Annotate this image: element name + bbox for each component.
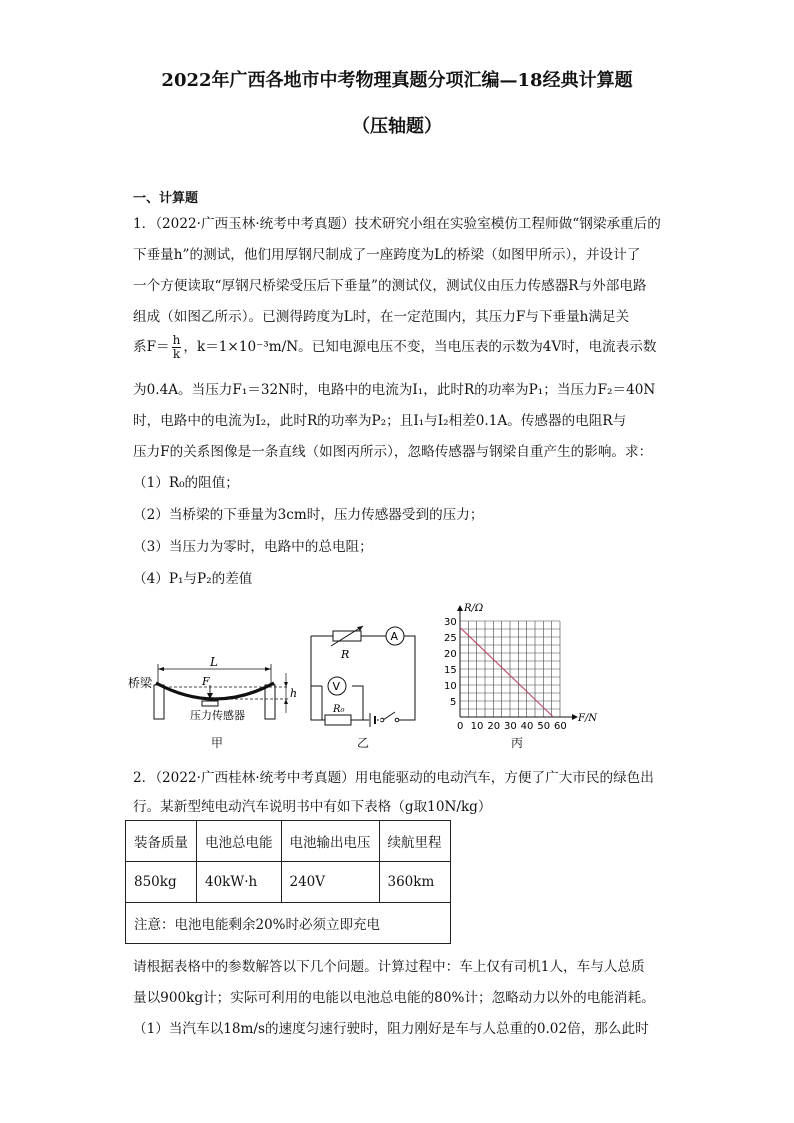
bridge-right-support [265, 685, 275, 719]
q1-line1: 1．（2022·广西玉林·统考中考真题）技术研究小组在实验室模仿工程师做“钢梁承重后的 [133, 216, 661, 232]
bridge-beam [156, 683, 274, 699]
x-tick-label: 30 [504, 721, 517, 732]
y-tick-label: 15 [444, 665, 457, 676]
q1-line8: 压力F的关系图像是一条直线（如图丙所示），忽略传感器与钢梁自重产生的影响。求： [133, 444, 653, 460]
bridge-label: 桥梁 [128, 676, 153, 690]
q1-line5 [133, 334, 656, 361]
table-header-row [126, 821, 451, 862]
table-cell: 40kW·h [197, 862, 282, 903]
q1-sub3: （3）当压力为零时，电路中的总电阻； [133, 539, 373, 555]
q2-line5: （1）当汽车以18m/s的速度匀速行驶时，阻力刚好是车与人总重的0.02倍，那么此时 [133, 1021, 649, 1037]
x-axis-label: F/N [578, 713, 598, 724]
figure-bing-caption: 丙 [511, 736, 524, 750]
figure-jia-bridge [128, 655, 303, 727]
section-heading: 一、计算题 [133, 191, 199, 206]
q2-line4: 量以900kg计；实际可利用的电能以电池总电能的80%计；忽略动力以外的电能消耗。 [133, 990, 655, 1006]
switch-blade [383, 712, 395, 720]
table-cell: 240V [281, 862, 379, 903]
y-tick-label: 20 [444, 649, 457, 660]
table-note-row [126, 903, 451, 944]
q2-line2: 行。某新型纯电动汽车说明书中有如下表格（g取10N/kg） [133, 799, 492, 815]
pressure-sensor [202, 701, 218, 706]
figure-yi-caption: 乙 [357, 736, 370, 750]
table-cell: 850kg [126, 862, 197, 903]
table-cell: 360km [379, 862, 450, 903]
circuit-wires [311, 636, 415, 720]
figure-jia-caption: 甲 [211, 736, 224, 750]
x-tick-label: 50 [537, 721, 551, 732]
fraction-numerator: h [172, 333, 181, 347]
bridge-left-support [154, 685, 164, 719]
x-tick-label: 0 [457, 721, 464, 732]
y-tick-label: 25 [444, 633, 457, 644]
table-header-cell: 电池总电能 [197, 821, 282, 862]
sag-label-h: h [290, 687, 298, 700]
figure-bing-chart [438, 595, 608, 735]
q1-line4: 组成（如图乙所示）。已测得跨度为L时，在一定范围内，其压力F与下垂量h满足关 [133, 309, 630, 325]
q1-line2: 下垂量h”的测试，他们用厚钢尺制成了一座跨度为L的桥梁（如图甲所示），并设计了 [133, 247, 641, 263]
table-header-cell: 装备质量 [126, 821, 197, 862]
svg-text:A: A [390, 630, 399, 643]
svg-text:V: V [332, 680, 341, 693]
x-tick-label: 40 [520, 721, 534, 732]
q2-line1: 2．（2022·广西桂林·统考中考真题）用电能驱动的电动汽车，方便了广大市民的绿色出 [133, 770, 654, 786]
page-title-line2: （压轴题） [352, 116, 442, 137]
q1-sub2: （2）当桥梁的下垂量为3cm时，压力传感器受到的压力； [133, 507, 484, 523]
table-header-cell: 续航里程 [379, 821, 450, 862]
q1-line3: 一个方便读取“厚钢尺桥梁受压后下垂量”的测试仪，测试仪由压力传感器R与外部电路 [133, 278, 647, 294]
y-tick-label: 5 [450, 697, 457, 708]
y-axis-arrow [457, 605, 463, 611]
spec-table [125, 820, 451, 944]
q1-line6: 为0.4A。当压力F₁＝32N时，电路中的电流为I₁，此时R的功率为P₁；当压力F₂＝40N [133, 382, 656, 398]
x-tick-label: 20 [487, 721, 501, 732]
switch-contact-right [395, 718, 399, 722]
x-tick-label: 60 [554, 721, 567, 732]
resistor-R0 [325, 715, 351, 725]
y-tick-label: 30 [444, 617, 457, 628]
span-label-L: L [210, 655, 218, 669]
q1-line7: 时，电路中的电流为I₂，此时R的功率为P₂；且I₁与I₂相差0.1A。传感器的电阻R与 [133, 413, 627, 429]
q2-line3: 请根据表格中的参数解答以下几个问题。计算过程中：车上仅有司机1人，车与人总质 [133, 959, 645, 975]
label-R0: R₀ [333, 704, 345, 715]
y-tick-label: 10 [444, 681, 457, 692]
fraction-denominator: k [172, 347, 181, 361]
q1-sub4: （4）P₁与P₂的差值 [133, 571, 253, 587]
q1-formula-prefix: 系F＝ [133, 339, 170, 355]
table-header-cell: 电池输出电压 [281, 821, 379, 862]
sensor-label: 压力传感器 [190, 709, 245, 722]
q1-sub1: （1）R₀的阻值； [133, 475, 239, 491]
label-R: R [341, 648, 350, 661]
series-line [460, 627, 553, 717]
figure-yi-circuit [303, 624, 423, 730]
switch-contact-left [380, 718, 384, 722]
page-title-line1: 2022年广西各地市中考物理真题分项汇编—18经典计算题 [161, 70, 633, 91]
q1-formula-suffix: ，k＝1×10⁻³m/N。已知电源电压不变，当电压表的示数为4V时，电流表示数 [183, 339, 657, 355]
y-axis-label: R/Ω [464, 603, 484, 614]
force-label-F: F [202, 675, 210, 688]
fraction-h-over-k [172, 334, 182, 361]
table-row [126, 862, 451, 903]
x-tick-label: 10 [470, 721, 484, 732]
table-note: 注意：电池电能剩余20%时必须立即充电 [126, 903, 451, 944]
